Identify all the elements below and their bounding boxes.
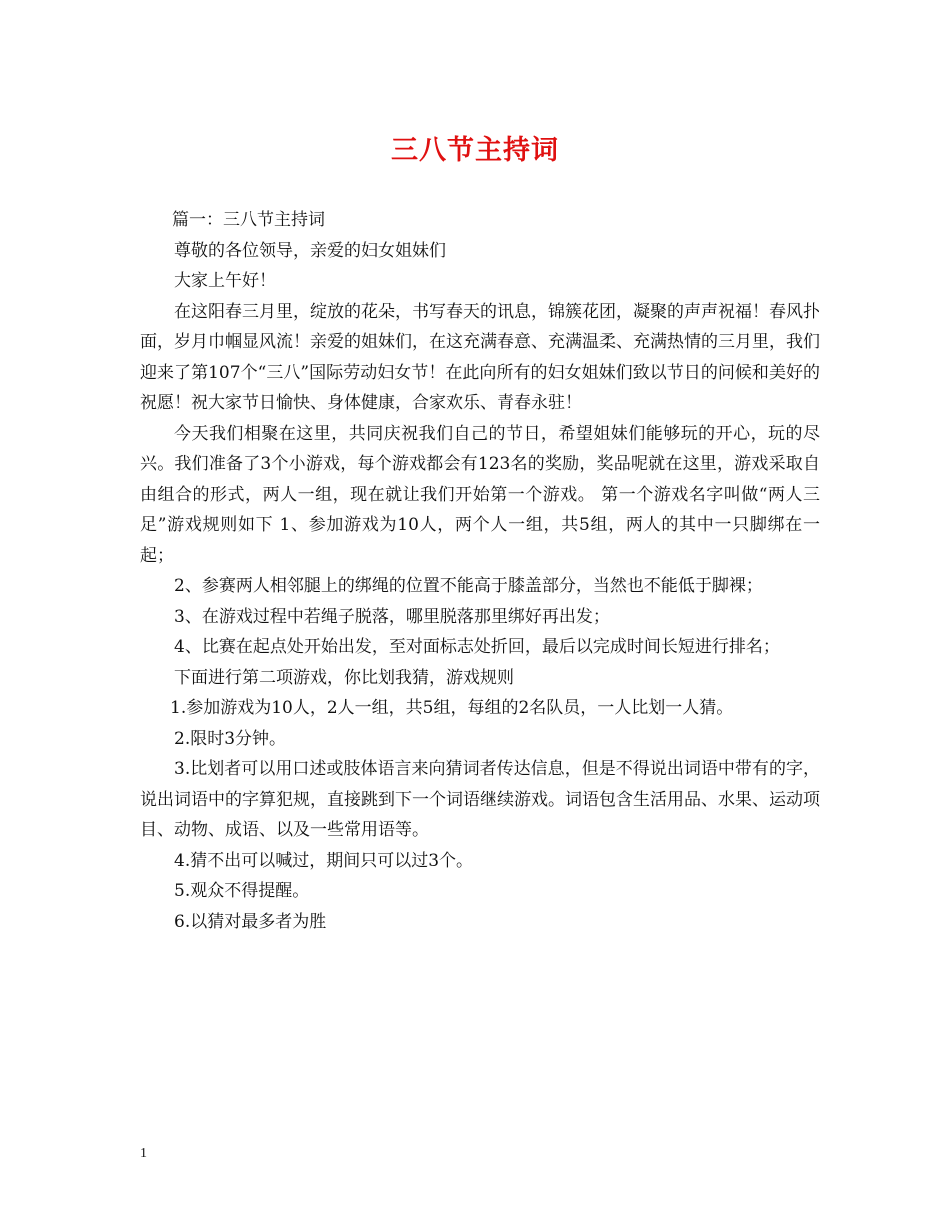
rule-item: 3、在游戏过程中若绳子脱落，哪里脱落那里绑好再出发； bbox=[174, 606, 610, 627]
rule-item: 4.猜不出可以喊过，期间只可以过3个。 bbox=[174, 850, 474, 871]
paragraph-game-two: 下面进行第二项游戏，你比划我猜，游戏规则 bbox=[174, 667, 514, 688]
rule-item: 4、比赛在起点处开始出发，至对面标志处折回，最后以完成时间长短进行排名； bbox=[174, 637, 780, 657]
greeting: 大家上午好！ bbox=[174, 271, 276, 291]
rule-item: 2、参赛两人相邻腿上的绑绳的位置不能高于膝盖部分，当然也不能低于脚裸； bbox=[174, 576, 763, 596]
paragraph-game-one: 今天我们相聚在这里，共同庆祝我们自己的节日，希望姐妹们能够玩的开心，玩的尽兴。我们准备了3个小游戏，每个游戏都会有123名的奖励，奖品呢就在这里，游戏采取自由组合的形式，两人一组，现在就让我们开始第一个游戏。 第一个游戏名字叫做“两人三足”游戏规则如下 1、参加游戏为10人，两个人一组，共5组，两人的其中一只脚绑在一起； bbox=[140, 423, 820, 566]
rule-item: 2.限时3分钟。 bbox=[174, 728, 287, 749]
document-title: 三八节主持词 bbox=[391, 135, 559, 166]
rule-item: 5.观众不得提醒。 bbox=[174, 881, 310, 901]
rule-item: 1.参加游戏为10人，2人一组，共5组，每组的2名队员，一人比划一人猜。 bbox=[170, 698, 734, 718]
section-heading: 篇一：三八节主持词 bbox=[172, 210, 325, 230]
rule-item: 6.以猜对最多者为胜 bbox=[174, 911, 327, 932]
rule-item: 3.比划者可以用口述或肢体语言来向猜词者传达信息，但是不得说出词语中带有的字，说出词语中的字算犯规，直接跳到下一个词语继续游戏。词语包含生活用品、水果、运动项目、动物、成语、以及一些常用语等。 bbox=[140, 759, 820, 840]
paragraph-opening: 在这阳春三月里，绽放的花朵，书写春天的讯息，锦簇花团，凝聚的声声祝福！春风扑面，岁月巾帼显风流！亲爱的姐妹们，在这充满春意、充满温柔、充满热情的三月里，我们迎来了第107个“三八”国际劳动妇女节！在此向所有的妇女姐妹们致以节日的问候和美好的祝愿！祝大家节日愉快、身体健康，合家欢乐、青春永驻！ bbox=[140, 301, 820, 413]
salutation: 尊敬的各位领导，亲爱的妇女姐妹们 bbox=[174, 240, 446, 261]
document-body bbox=[140, 205, 820, 937]
page-number: 1 bbox=[140, 1146, 147, 1161]
